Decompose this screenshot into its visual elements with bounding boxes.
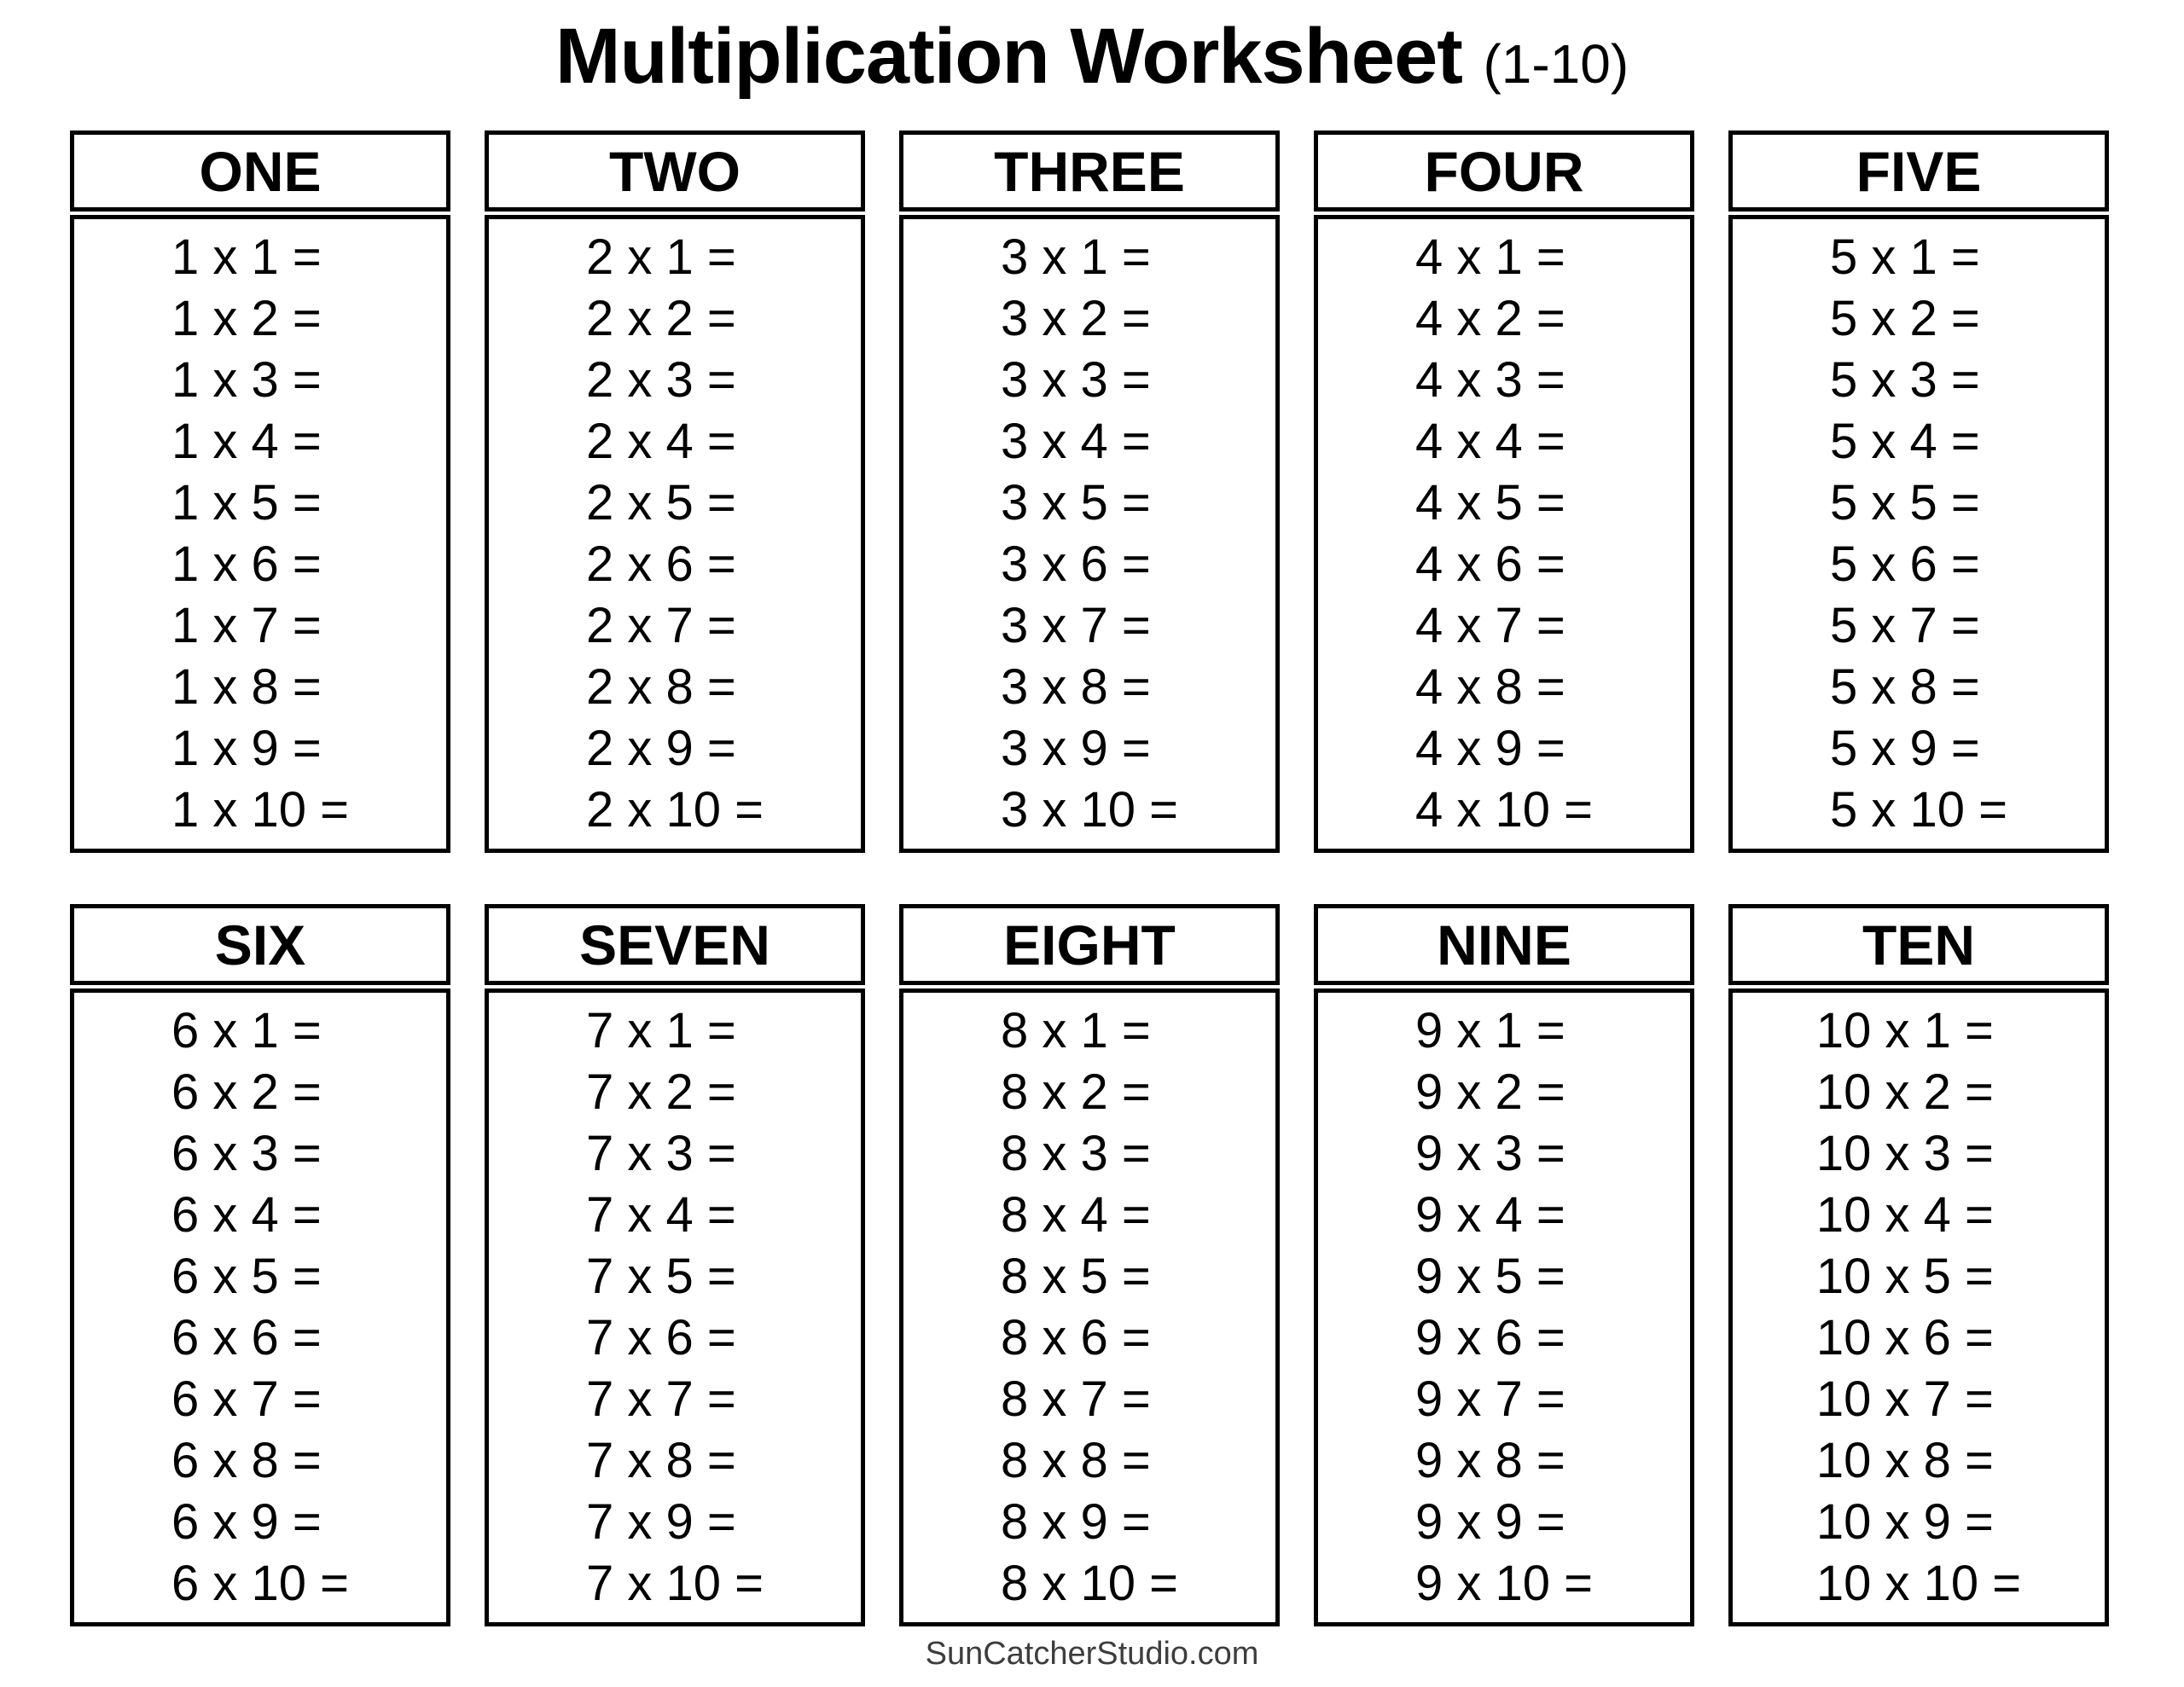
- problem-row: 5 x 4 =: [1830, 414, 1980, 469]
- table-header-five: [1728, 130, 2109, 212]
- table-header-seven: [485, 904, 865, 985]
- table-title: TWO: [609, 139, 741, 203]
- problem-row: 4 x 6 =: [1415, 536, 1565, 592]
- table-box-five: [1728, 130, 2109, 853]
- table-body-four: [1314, 215, 1694, 853]
- table-box-seven: [485, 904, 865, 1626]
- problem-row: 3 x 8 =: [1001, 659, 1151, 715]
- problem-row: 9 x 4 =: [1415, 1187, 1565, 1243]
- problem-row: 8 x 2 =: [1001, 1064, 1151, 1120]
- table-title: FIVE: [1856, 139, 1982, 203]
- problem-row: 7 x 6 =: [586, 1310, 736, 1365]
- problem-row: 5 x 7 =: [1830, 598, 1980, 653]
- problem-row: 3 x 4 =: [1001, 414, 1151, 469]
- table-header-six: [70, 904, 450, 985]
- problem-row: 5 x 9 =: [1830, 721, 1980, 776]
- page-title: [0, 12, 2184, 101]
- problem-row: 3 x 1 =: [1001, 229, 1151, 285]
- table-title: THREE: [994, 139, 1185, 203]
- problem-row: 3 x 10 =: [1001, 782, 1178, 838]
- table-box-three: [899, 130, 1280, 853]
- problem-row: 6 x 5 =: [171, 1249, 322, 1304]
- problem-row: 1 x 9 =: [171, 721, 322, 776]
- problem-row: 6 x 9 =: [171, 1494, 322, 1550]
- problem-row: 7 x 2 =: [586, 1064, 736, 1120]
- problem-row: 7 x 5 =: [586, 1249, 736, 1304]
- tables-grid: [70, 130, 2109, 1626]
- table-body-six: [70, 988, 450, 1626]
- problem-row: 7 x 8 =: [586, 1433, 736, 1488]
- problem-row: 6 x 4 =: [171, 1187, 322, 1243]
- problem-row: 5 x 3 =: [1830, 352, 1980, 408]
- problem-row: 2 x 6 =: [586, 536, 736, 592]
- problem-row: 8 x 5 =: [1001, 1249, 1151, 1304]
- problem-row: 6 x 8 =: [171, 1433, 322, 1488]
- problem-row: 1 x 6 =: [171, 536, 322, 592]
- problem-row: 5 x 2 =: [1830, 291, 1980, 346]
- table-title: NINE: [1437, 913, 1571, 977]
- problem-row: 10 x 10 =: [1815, 1556, 2022, 1611]
- problem-row: 8 x 1 =: [1001, 1003, 1151, 1058]
- problem-row: 3 x 9 =: [1001, 721, 1151, 776]
- table-header-eight: [899, 904, 1280, 985]
- problem-row: 4 x 7 =: [1415, 598, 1565, 653]
- problem-row: 2 x 3 =: [586, 352, 736, 408]
- table-body-three: [899, 215, 1280, 853]
- problem-row: 1 x 2 =: [171, 291, 322, 346]
- problem-row: 8 x 7 =: [1001, 1371, 1151, 1427]
- problem-row: 3 x 2 =: [1001, 291, 1151, 346]
- problem-row: 4 x 2 =: [1415, 291, 1565, 346]
- problem-row: 3 x 3 =: [1001, 352, 1151, 408]
- problem-row: 2 x 1 =: [586, 229, 736, 285]
- problem-row: 5 x 10 =: [1830, 782, 2007, 838]
- problem-list: [1001, 1000, 1178, 1615]
- problem-row: 4 x 9 =: [1415, 721, 1565, 776]
- problem-row: 4 x 4 =: [1415, 414, 1565, 469]
- problem-row: 5 x 1 =: [1830, 229, 1980, 285]
- table-body-two: [485, 215, 865, 853]
- problem-row: 2 x 5 =: [586, 475, 736, 530]
- problem-row: 6 x 3 =: [171, 1126, 322, 1181]
- table-header-four: [1314, 130, 1694, 212]
- table-header-two: [485, 130, 865, 212]
- footer-credit: SunCatcherStudio.com: [925, 1636, 1259, 1672]
- problem-list: [586, 227, 764, 841]
- problem-row: 10 x 5 =: [1815, 1249, 1994, 1304]
- problem-row: 4 x 1 =: [1415, 229, 1565, 285]
- problem-row: 8 x 6 =: [1001, 1310, 1151, 1365]
- problem-row: 5 x 5 =: [1830, 475, 1980, 530]
- problem-row: 7 x 1 =: [586, 1003, 736, 1058]
- problem-list: [1830, 227, 2007, 841]
- problem-list: [171, 1000, 349, 1615]
- problem-row: 8 x 8 =: [1001, 1433, 1151, 1488]
- problem-row: 6 x 10 =: [171, 1556, 349, 1611]
- table-body-five: [1728, 215, 2109, 853]
- problem-list: [1816, 1000, 2021, 1615]
- problem-row: 7 x 9 =: [586, 1494, 736, 1550]
- problem-row: 9 x 8 =: [1415, 1433, 1565, 1488]
- table-box-two: [485, 130, 865, 853]
- table-header-ten: [1728, 904, 2109, 985]
- problem-row: 10 x 9 =: [1815, 1494, 1994, 1550]
- problem-row: 1 x 1 =: [171, 229, 322, 285]
- problem-row: 6 x 2 =: [171, 1064, 322, 1120]
- problem-row: 9 x 6 =: [1415, 1310, 1565, 1365]
- problem-row: 6 x 1 =: [171, 1003, 322, 1058]
- problem-row: 9 x 1 =: [1415, 1003, 1565, 1058]
- table-title: SEVEN: [579, 913, 770, 977]
- problem-row: 2 x 9 =: [586, 721, 736, 776]
- problem-row: 9 x 2 =: [1415, 1064, 1565, 1120]
- table-title: ONE: [199, 139, 322, 203]
- problem-row: 8 x 3 =: [1001, 1126, 1151, 1181]
- problem-row: 10 x 1 =: [1815, 1003, 1994, 1058]
- problem-row: 10 x 2 =: [1815, 1064, 1994, 1120]
- problem-list: [1415, 1000, 1593, 1615]
- table-title: SIX: [214, 913, 306, 977]
- table-header-three: [899, 130, 1280, 212]
- problem-row: 3 x 5 =: [1001, 475, 1151, 530]
- problem-row: 1 x 5 =: [171, 475, 322, 530]
- table-body-one: [70, 215, 450, 853]
- problem-row: 1 x 8 =: [171, 659, 322, 715]
- problem-row: 9 x 7 =: [1415, 1371, 1565, 1427]
- problem-row: 4 x 3 =: [1415, 352, 1565, 408]
- table-body-eight: [899, 988, 1280, 1626]
- table-box-six: [70, 904, 450, 1626]
- problem-row: 7 x 4 =: [586, 1187, 736, 1243]
- page-title-main: Multiplication Worksheet: [555, 13, 1462, 100]
- problem-row: 2 x 4 =: [586, 414, 736, 469]
- problem-row: 9 x 9 =: [1415, 1494, 1565, 1550]
- problem-list: [171, 227, 349, 841]
- table-body-seven: [485, 988, 865, 1626]
- problem-row: 8 x 9 =: [1001, 1494, 1151, 1550]
- table-box-one: [70, 130, 450, 853]
- problem-row: 1 x 7 =: [171, 598, 322, 653]
- table-box-ten: [1728, 904, 2109, 1626]
- problem-row: 8 x 10 =: [1001, 1556, 1178, 1611]
- problem-row: 7 x 3 =: [586, 1126, 736, 1181]
- table-title: TEN: [1862, 913, 1975, 977]
- problem-row: 1 x 4 =: [171, 414, 322, 469]
- problem-row: 1 x 10 =: [171, 782, 349, 838]
- problem-row: 2 x 8 =: [586, 659, 736, 715]
- table-box-eight: [899, 904, 1280, 1626]
- problem-list: [1001, 227, 1178, 841]
- table-body-ten: [1728, 988, 2109, 1626]
- problem-row: 2 x 2 =: [586, 291, 736, 346]
- problem-list: [1415, 227, 1593, 841]
- problem-row: 3 x 6 =: [1001, 536, 1151, 592]
- problem-row: 9 x 10 =: [1415, 1556, 1593, 1611]
- table-header-nine: [1314, 904, 1694, 985]
- problem-row: 8 x 4 =: [1001, 1187, 1151, 1243]
- problem-row: 9 x 5 =: [1415, 1249, 1565, 1304]
- table-header-one: [70, 130, 450, 212]
- problem-row: 2 x 7 =: [586, 598, 736, 653]
- page-title-range: (1-10): [1483, 33, 1629, 95]
- problem-row: 2 x 10 =: [586, 782, 764, 838]
- problem-row: 10 x 7 =: [1815, 1371, 1994, 1427]
- problem-row: 9 x 3 =: [1415, 1126, 1565, 1181]
- problem-row: 4 x 10 =: [1415, 782, 1593, 838]
- problem-list: [586, 1000, 764, 1615]
- problem-row: 10 x 6 =: [1815, 1310, 1994, 1365]
- problem-row: 7 x 10 =: [586, 1556, 764, 1611]
- problem-row: 3 x 7 =: [1001, 598, 1151, 653]
- problem-row: 4 x 8 =: [1415, 659, 1565, 715]
- problem-row: 6 x 7 =: [171, 1371, 322, 1427]
- table-box-nine: [1314, 904, 1694, 1626]
- problem-row: 5 x 6 =: [1830, 536, 1980, 592]
- problem-row: 10 x 3 =: [1815, 1126, 1994, 1181]
- problem-row: 7 x 7 =: [586, 1371, 736, 1427]
- table-title: FOUR: [1424, 139, 1584, 203]
- table-box-four: [1314, 130, 1694, 853]
- problem-row: 1 x 3 =: [171, 352, 322, 408]
- problem-row: 5 x 8 =: [1830, 659, 1980, 715]
- problem-row: 6 x 6 =: [171, 1310, 322, 1365]
- problem-row: 10 x 8 =: [1815, 1433, 1994, 1488]
- problem-row: 4 x 5 =: [1415, 475, 1565, 530]
- table-body-nine: [1314, 988, 1694, 1626]
- table-title: EIGHT: [1003, 913, 1176, 977]
- problem-row: 10 x 4 =: [1815, 1187, 1994, 1243]
